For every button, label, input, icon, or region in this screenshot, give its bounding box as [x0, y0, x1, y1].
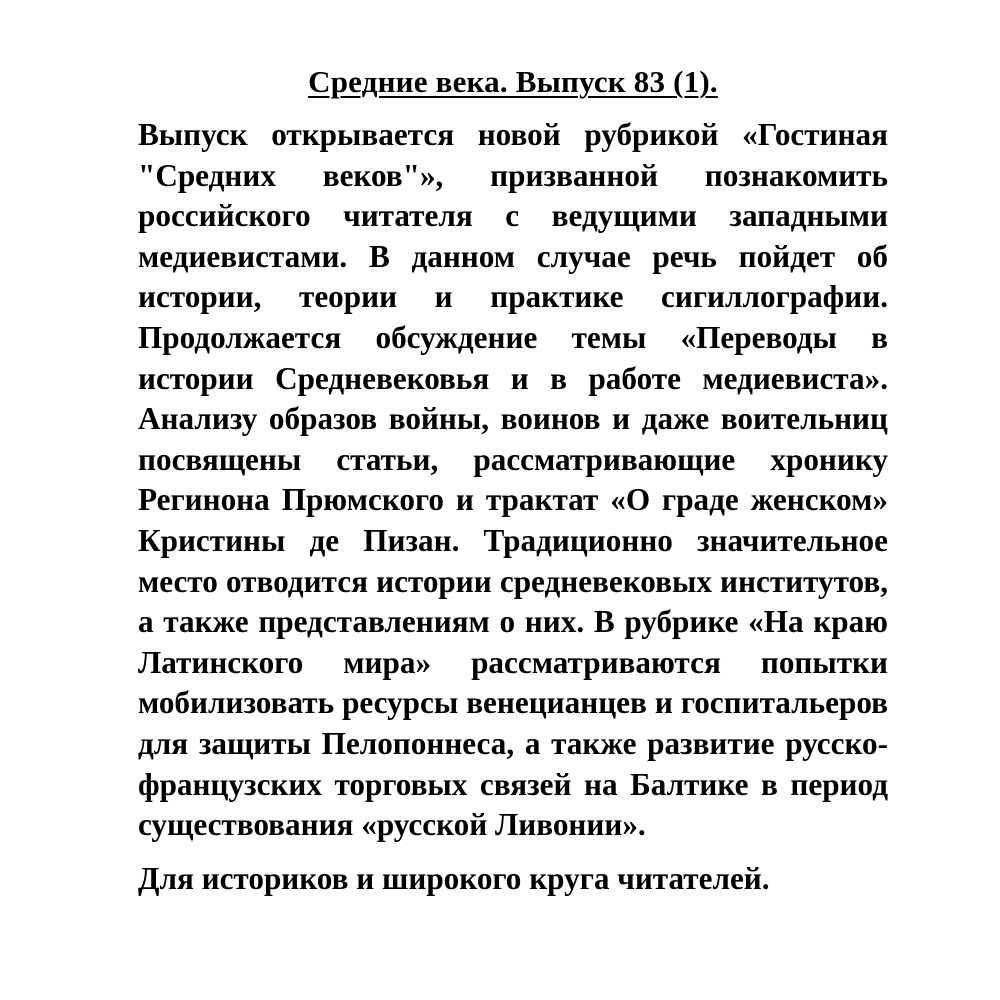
document-page	[138, 62, 888, 899]
audience-note: Для историков и широкого круга читателей.	[138, 860, 770, 896]
abstract-paragraph: Выпуск открывается новой рубрикой «Гостиная "Средних веков"», призванной познакомить российского читателя с ведущими западными медиевистами. В данном случае речь пойдет об истории, теории и практике сигиллографии. Продолжается обсуждение темы «Переводы в истории Средневековья и в работе медиевиста». Анализу образов войны, воинов и даже воительниц посвящены статьи, рассматривающие хронику Регинона Прюмского и трактат «О граде женском» Кристины де Пизан. Традиционно значительное место отводится истории средневековых институтов, а также представлениям о них. В рубрике «На краю Латинского мира» рассматриваются попытки мобилизовать ресурсы венецианцев и госпитальеров для защиты Пелопоннеса, а также развитие русско-французских торговых связей на Балтике в период существования «русской Ливонии».	[138, 117, 888, 843]
document-title: Средние века. Выпуск 83 (1).	[308, 64, 718, 99]
